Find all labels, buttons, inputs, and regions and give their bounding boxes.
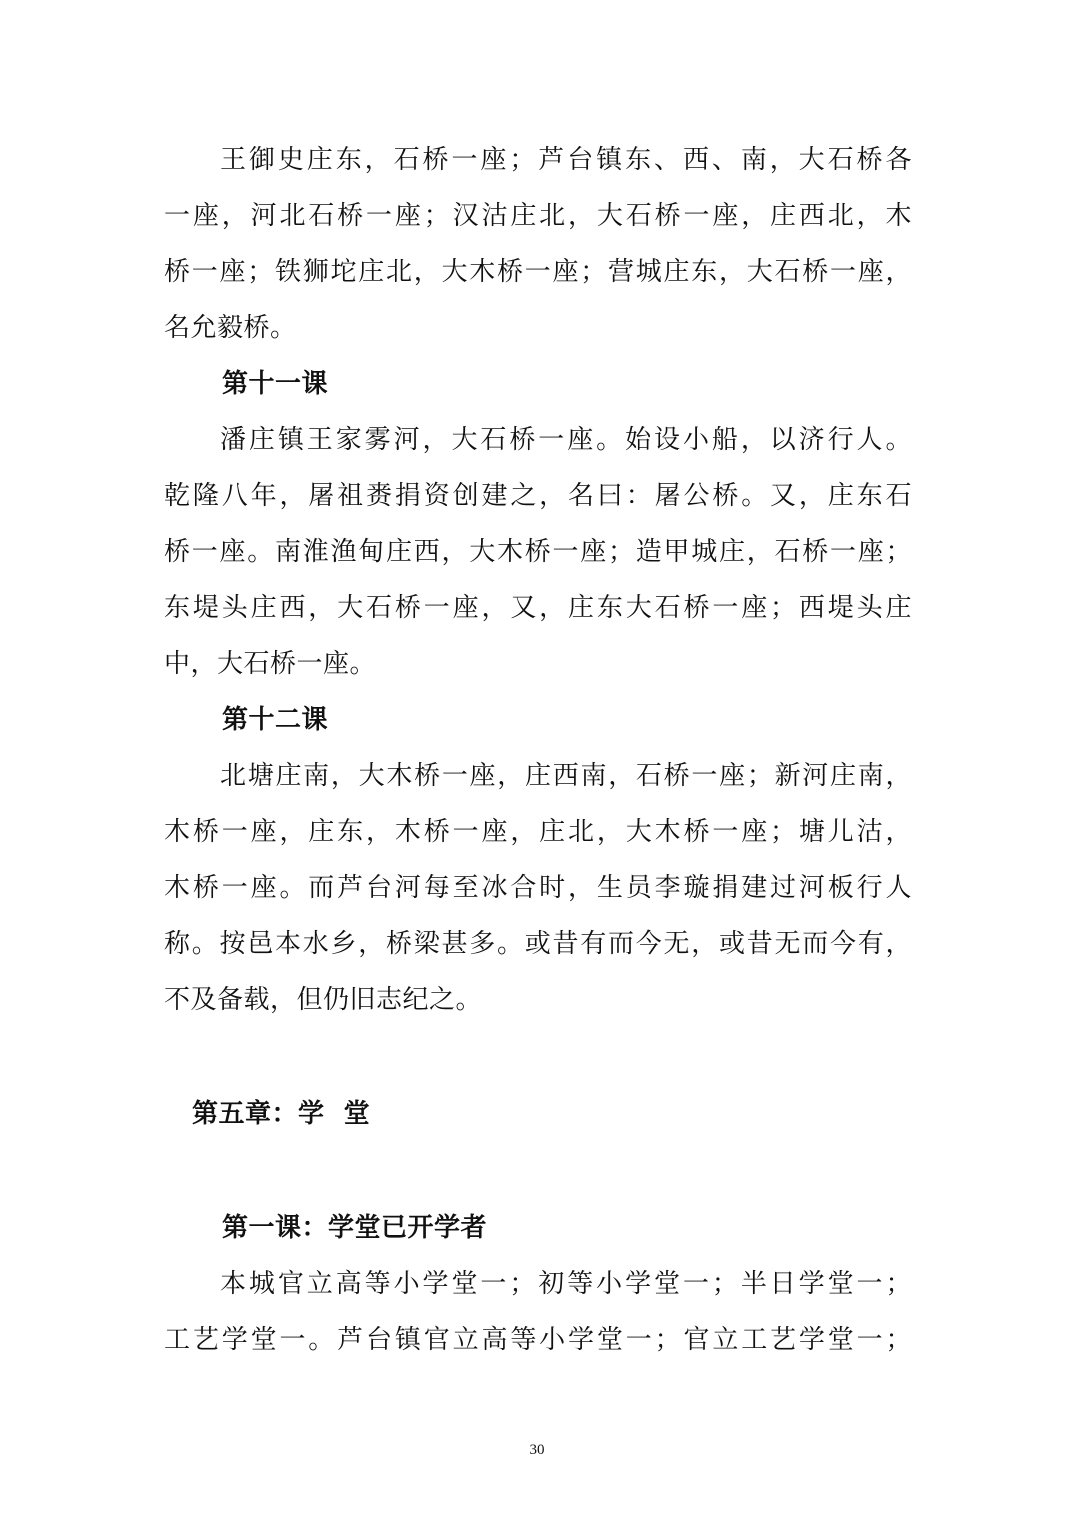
- body-line: 称。按邑本水乡，桥梁甚多。或昔有而今无，或昔无而今有，: [164, 929, 912, 959]
- body-line: 一座，河北石桥一座；汉沽庄北，大石桥一座，庄西北，木: [164, 201, 912, 231]
- lesson-heading: 第十一课: [222, 369, 329, 399]
- body-line: 不及备载，但仍旧志纪之。: [164, 985, 483, 1015]
- body-line: 桥一座。南淮渔甸庄西，大木桥一座；造甲城庄，石桥一座；: [164, 537, 912, 567]
- lesson-heading: 第十二课: [222, 705, 329, 735]
- body-line: 工艺学堂一。芦台镇官立高等小学堂一；官立工艺学堂一；: [164, 1325, 912, 1355]
- body-line: 潘庄镇王家雾河，大石桥一座。始设小船，以济行人。: [220, 425, 912, 455]
- body-line: 桥一座；铁狮坨庄北，大木桥一座；营城庄东，大石桥一座，: [164, 257, 912, 287]
- body-line: 名允毅桥。: [164, 313, 297, 343]
- body-line: 中，大石桥一座。: [164, 649, 377, 679]
- page-number: 30: [529, 1442, 545, 1458]
- body-line: 东堤头庄西，大石桥一座，又，庄东大石桥一座；西堤头庄: [164, 593, 912, 623]
- body-line: 本城官立高等小学堂一；初等小学堂一；半日学堂一；: [220, 1269, 912, 1299]
- lesson-heading: 第一课：学堂已开学者: [222, 1213, 488, 1243]
- body-line: 木桥一座。而芦台河每至冰合时，生员李璇捐建过河板行人: [164, 873, 912, 903]
- body-line: 乾隆八年，屠祖赉捐资创建之，名曰：屠公桥。又，庄东石: [164, 481, 912, 511]
- chapter-heading: 第五章：学 堂: [192, 1099, 371, 1129]
- body-line: 北塘庄南，大木桥一座，庄西南，石桥一座；新河庄南，: [220, 761, 912, 791]
- body-line: 木桥一座，庄东，木桥一座，庄北，大木桥一座；塘儿沽，: [164, 817, 912, 847]
- body-line: 王御史庄东，石桥一座；芦台镇东、西、南，大石桥各: [220, 145, 912, 175]
